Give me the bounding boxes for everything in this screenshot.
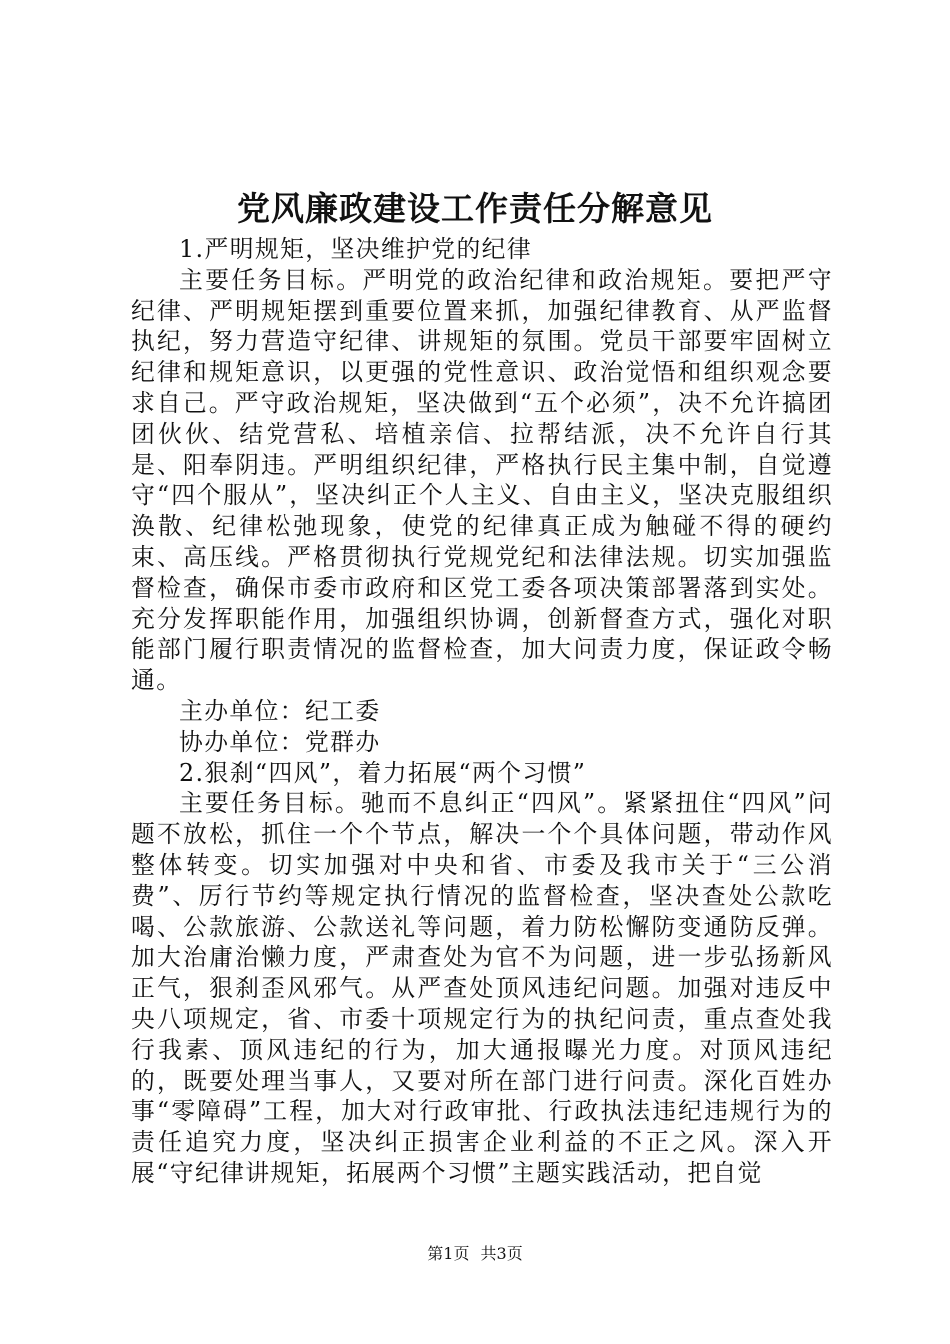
section-heading-1: 1.严明规矩，坚决维护党的纪律 [179, 235, 533, 263]
assist-unit-1: 协办单位：党群办 [179, 727, 381, 756]
page-footer [0, 1243, 950, 1265]
page-number: 第1页 [427, 1244, 470, 1263]
section-heading-2: 2.狠刹“四风”，着力拓展“两个习惯” [179, 758, 587, 787]
section-2-content: 主要任务目标。驰而不息纠正“四风”。紧紧扭住“四风”问题不放松，抓住一个个节点，解决一个个具体问题，带动作风整体转变。切实加强对中央和省、市委及我市关于“三公消费”、厉行节约等规定执行情况的监督检查，坚决查处公款吃喝、公款旅游、公款送礼等问题，着力防松懈防变通防反弹。加大治庸治懒力度，严肃查处为官不为问题，进一步弘扬新风正气，狠刹歪风邪气。从严查处顶风违纪问题。加强对违反中央八项规定，省、市委十项规定行为的执纪问责，重点查处我行我素、顶风违纪的行为，加大通报曝光力度。对顶风违纪的，既要处理当事人，又要对所在部门进行问责。深化百姓办事“零障碍”工程，加大对行政审批、行政执法违纪违规行为的责任追究力度，坚决纠正损害企业利益的不正之风。深入开展“守纪律讲规矩，拓展两个习惯”主题实践活动，把自觉 [131, 789, 833, 1187]
document-title: 党风廉政建设工作责任分解意见 [237, 189, 713, 228]
lead-unit-1: 主办单位：纪工委 [179, 696, 381, 725]
document-body [131, 234, 833, 1189]
section-1-content: 主要任务目标。严明党的政治纪律和政治规矩。要把严守纪律、严明规矩摆到重要位置来抓，加强纪律教育、从严监督执纪，努力营造守纪律、讲规矩的氛围。党员干部要牢固树立纪律和规矩意识，以更强的党性意识、政治觉悟和组织观念要求自己。严守政治规矩，坚决做到“五个必须”，决不允许搞团团伙伙、结党营私、培植亲信、拉帮结派，决不允许自行其是、阳奉阴违。严明组织纪律，严格执行民主集中制，自觉遵守“四个服从”，坚决纠正个人主义、自由主义，坚决克服组织涣散、纪律松弛现象，使党的纪律真正成为触碰不得的硬约束、高压线。严格贯彻执行党规党纪和法律法规。切实加强监督检查，确保市委市政府和区党工委各项决策部署落到实处。充分发挥职能作用，加强组织协调，创新督查方式，强化对职能部门履行职责情况的监督检查，加大问责力度，保证政令畅通。 [131, 265, 833, 695]
page-total: 共3页 [480, 1244, 523, 1263]
